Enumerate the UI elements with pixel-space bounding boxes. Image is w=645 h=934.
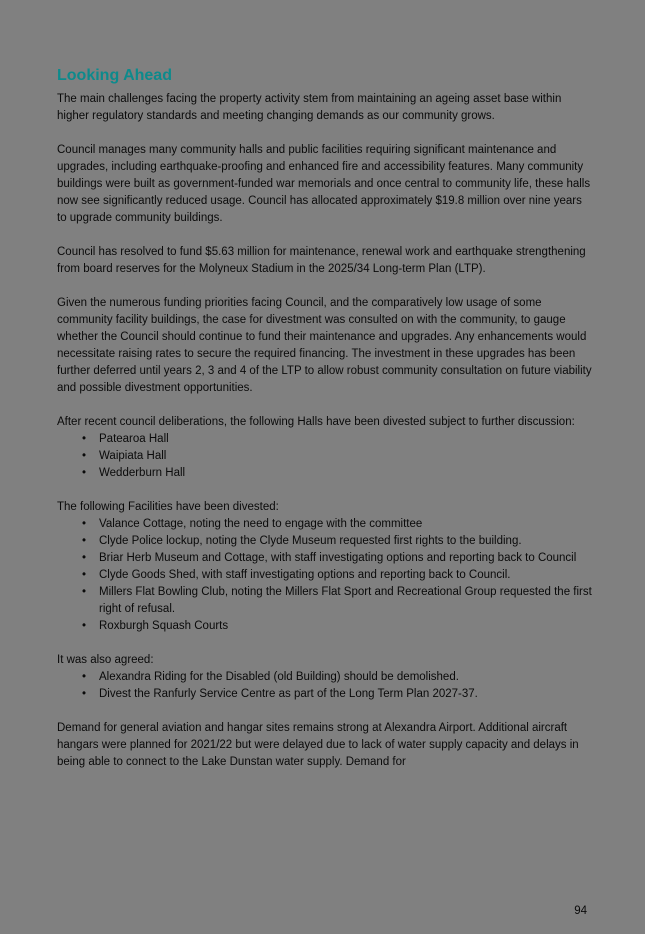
list-item-valance-cottage: • Valance Cottage, noting the need to engage with the committee [57, 516, 593, 533]
halls-divested-list [57, 431, 593, 482]
facilities-divested-list [57, 516, 593, 635]
paragraph-challenges: The main challenges facing the property activity stem from maintaining an ageing asset base within higher regulatory standards and meeting changing demands as our community grows. [57, 93, 562, 122]
paragraph-molyneux-stadium: Council has resolved to fund $5.63 million for maintenance, renewal work and earthquake strengthening from board reserves for the Molyneux Stadium in the 2025/34 Long-term Plan (LTP). [57, 246, 586, 275]
list-item-clyde-police-lockup: • Clyde Police lockup, noting the Clyde Museum requested first rights to the building. [57, 533, 593, 550]
list-item-millers-flat-bowling-club: • Millers Flat Bowling Club, noting the Millers Flat Sport and Recreational Group requested the first right of refusal. [57, 584, 593, 618]
paragraph-funding-priorities: Given the numerous funding priorities facing Council, and the comparatively low usage of some community facility buildings, the case for divestment was consulted on with the community, to gauge whether the Council should continue to fund their maintenance and upgrades. Any enhancements would necessitate raising rates to secure the required financing. The investment in these upgrades has been further deferred until years 2, 3 and 4 of the LTP to allow robust community consultation on future viability and possible divestment opportunities. [57, 297, 592, 394]
page-number: 94 [574, 905, 587, 917]
section-heading: Looking Ahead [57, 67, 172, 84]
list-item-alexandra-riding-disabled: • Alexandra Riding for the Disabled (old Building) should be demolished. [57, 669, 593, 686]
list-item-ranfurly-service-centre: • Divest the Ranfurly Service Centre as part of the Long Term Plan 2027-37. [57, 686, 593, 703]
list-item-patearoa-hall: • Patearoa Hall [57, 431, 593, 448]
list-item-roxburgh-squash-courts: • Roxburgh Squash Courts [57, 618, 593, 635]
list-item-wedderburn-hall: • Wedderburn Hall [57, 465, 593, 482]
list-item-clyde-goods-shed: • Clyde Goods Shed, with staff investigating options and reporting back to Council. [57, 567, 593, 584]
document-page [57, 66, 593, 788]
paragraph-alexandra-airport: Demand for general aviation and hangar sites remains strong at Alexandra Airport. Additional aircraft hangars were planned for 2021/22 but were delayed due to lack of water supply capacity and delays in being able to connect to the Lake Dunstan water supply. Demand for [57, 722, 579, 768]
list-item-briar-herb-museum: • Briar Herb Museum and Cottage, with staff investigating options and reporting back to Council [57, 550, 593, 567]
also-agreed-intro: It was also agreed: [57, 654, 154, 666]
halls-divested-intro: After recent council deliberations, the following Halls have been divested subject to further discussion: [57, 416, 575, 428]
list-item-waipiata-hall: • Waipiata Hall [57, 448, 593, 465]
also-agreed-list [57, 669, 593, 703]
paragraph-community-halls: Council manages many community halls and public facilities requiring significant maintenance and upgrades, including earthquake-proofing and enhanced fire and accessibility features. Many community buildings were built as government-funded war memorials and once central to community life, these halls now see significantly reduced usage. Council has allocated approximately $19.8 million over nine years to upgrade community buildings. [57, 144, 591, 224]
facilities-divested-intro: The following Facilities have been divested: [57, 501, 279, 513]
